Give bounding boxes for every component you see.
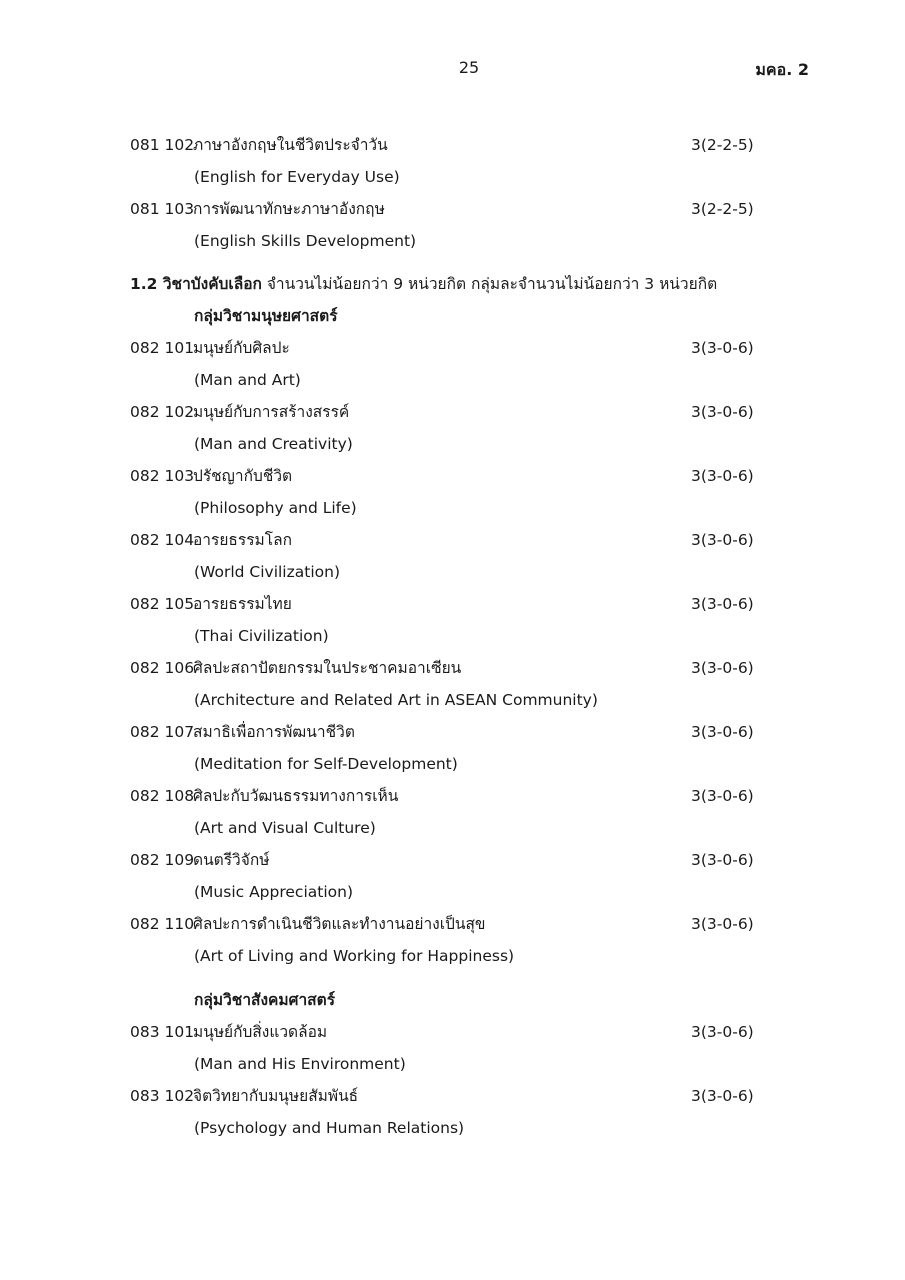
page-number: 25 bbox=[458, 58, 480, 77]
course-credit: 3(3-0-6) bbox=[691, 467, 754, 485]
course-credit: 3(3-0-6) bbox=[691, 1023, 754, 1041]
course-code: 082 109 bbox=[130, 851, 195, 869]
course-row bbox=[130, 718, 810, 750]
course-title-th: สมาธิเพื่อการพัฒนาชีวิต bbox=[193, 723, 355, 741]
course-code: 082 102 bbox=[130, 403, 195, 421]
course-row bbox=[130, 1082, 810, 1114]
course-credit: 3(3-0-6) bbox=[691, 595, 754, 613]
course-title-th: มนุษย์กับการสร้างสรรค์ bbox=[193, 403, 350, 421]
course-credit: 3(3-0-6) bbox=[691, 403, 754, 421]
course-title-th: ดนตรีวิจักษ์ bbox=[193, 851, 270, 869]
document-code: มคอ. 2 bbox=[755, 60, 809, 79]
course-row bbox=[130, 334, 810, 366]
course-row bbox=[130, 131, 810, 163]
group-heading-social-sciences: กลุ่มวิชาสังคมศาสตร์ bbox=[194, 991, 336, 1009]
course-row bbox=[130, 846, 810, 878]
course-title-th: ปรัชญากับชีวิต bbox=[193, 467, 293, 485]
course-code: 082 103 bbox=[130, 467, 195, 485]
course-title-th: อารยธรรมโลก bbox=[193, 531, 292, 549]
course-code: 081 103 bbox=[130, 200, 195, 218]
course-title-th: อารยธรรมไทย bbox=[193, 595, 292, 613]
course-title-en: (Meditation for Self-Development) bbox=[194, 755, 458, 773]
course-credit: 3(3-0-6) bbox=[691, 1087, 754, 1105]
group-heading-humanities: กลุ่มวิชามนุษยศาสตร์ bbox=[194, 307, 338, 325]
course-title-th: การพัฒนาทักษะภาษาอังกฤษ bbox=[193, 200, 385, 218]
course-code: 082 106 bbox=[130, 659, 195, 677]
course-title-en: (English for Everyday Use) bbox=[194, 168, 400, 186]
course-credit: 3(3-0-6) bbox=[691, 659, 754, 677]
course-title-en: (Music Appreciation) bbox=[194, 883, 353, 901]
course-title-en: (Man and Creativity) bbox=[194, 435, 353, 453]
course-code: 082 107 bbox=[130, 723, 195, 741]
course-credit: 3(3-0-6) bbox=[691, 787, 754, 805]
course-title-en: (English Skills Development) bbox=[194, 232, 417, 250]
course-title-en: (Man and His Environment) bbox=[194, 1055, 406, 1073]
course-credit: 3(3-0-6) bbox=[691, 915, 754, 933]
course-title-en: (Philosophy and Life) bbox=[194, 499, 357, 517]
course-code: 082 110 bbox=[130, 915, 195, 933]
course-code: 082 108 bbox=[130, 787, 195, 805]
course-title-en: (Art of Living and Working for Happiness) bbox=[194, 947, 515, 965]
course-row bbox=[130, 654, 810, 686]
course-list bbox=[130, 131, 810, 1146]
course-title-th: ศิลปะสถาปัตยกรรมในประชาคมอาเซียน bbox=[193, 659, 462, 677]
course-title-th: ศิลปะการดำเนินชีวิตและทำงานอย่างเป็นสุข bbox=[193, 915, 486, 933]
course-credit: 3(3-0-6) bbox=[691, 339, 754, 357]
course-code: 082 104 bbox=[130, 531, 195, 549]
course-row bbox=[130, 398, 810, 430]
course-title-th: จิตวิทยากับมนุษยสัมพันธ์ bbox=[193, 1087, 359, 1105]
course-title-en: (Man and Art) bbox=[194, 371, 301, 389]
course-title-en: (Art and Visual Culture) bbox=[194, 819, 376, 837]
course-credit: 3(3-0-6) bbox=[691, 723, 754, 741]
course-credit: 3(3-0-6) bbox=[691, 531, 754, 549]
course-code: 081 102 bbox=[130, 136, 195, 154]
course-credit: 3(2-2-5) bbox=[691, 136, 754, 154]
course-title-en: (Thai Civilization) bbox=[194, 627, 329, 645]
course-title-en: (Psychology and Human Relations) bbox=[194, 1119, 465, 1137]
course-code: 082 105 bbox=[130, 595, 195, 613]
section-description: จำนวนไม่น้อยกว่า 9 หน่วยกิต กลุ่มละจำนวนไม่น้อยกว่า 3 หน่วยกิต bbox=[261, 275, 718, 293]
course-title-th: ศิลปะกับวัฒนธรรมทางการเห็น bbox=[193, 787, 399, 805]
course-title-th: ภาษาอังกฤษในชีวิตประจำวัน bbox=[193, 136, 388, 154]
course-title-th: มนุษย์กับศิลปะ bbox=[193, 339, 290, 357]
course-row bbox=[130, 782, 810, 814]
course-title-th: มนุษย์กับสิ่งแวดล้อม bbox=[193, 1023, 328, 1041]
course-row bbox=[130, 462, 810, 494]
section-title: 1.2 วิชาบังคับเลือก bbox=[130, 275, 262, 293]
course-credit: 3(2-2-5) bbox=[691, 200, 754, 218]
course-code: 083 101 bbox=[130, 1023, 195, 1041]
course-credit: 3(3-0-6) bbox=[691, 851, 754, 869]
course-row bbox=[130, 910, 810, 942]
course-title-en: (World Civilization) bbox=[194, 563, 340, 581]
course-row bbox=[130, 1018, 810, 1050]
course-title-en: (Architecture and Related Art in ASEAN Community) bbox=[194, 691, 598, 709]
course-code: 083 102 bbox=[130, 1087, 195, 1105]
course-row bbox=[130, 195, 810, 227]
course-row bbox=[130, 526, 810, 558]
course-row bbox=[130, 590, 810, 622]
course-code: 082 101 bbox=[130, 339, 195, 357]
section-heading bbox=[130, 270, 810, 302]
